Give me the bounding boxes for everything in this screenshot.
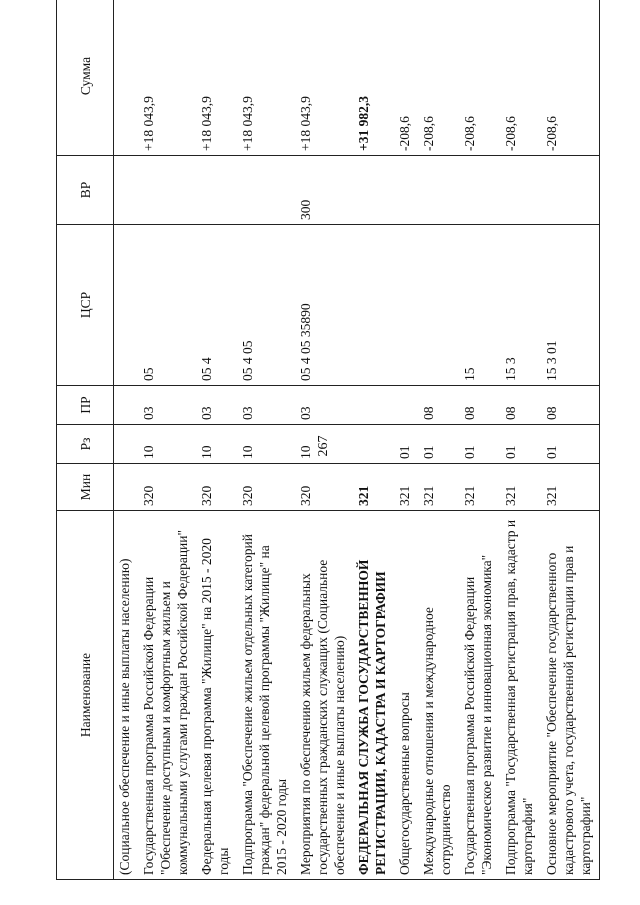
table-cell-pr — [114, 386, 139, 425]
table-cell-vr — [138, 156, 196, 225]
table-row — [418, 0, 459, 880]
header-min: Мин — [57, 464, 114, 511]
table-cell-vr — [500, 156, 541, 225]
table-cell-vr — [394, 156, 418, 225]
table-cell-csr: 15 3 — [500, 225, 541, 386]
table-cell-name: Международные отношения и международное сотрудничество — [418, 511, 459, 880]
table-cell-pr: 03 — [138, 386, 196, 425]
table-cell-pr: 03 — [196, 386, 237, 425]
header-csr: ЦСР — [57, 225, 114, 386]
table-cell-pr — [394, 386, 418, 425]
table-cell-name: Государственная программа Российской Федерации "Экономическое развитие и инновационная экономика" — [459, 511, 500, 880]
table-row — [353, 0, 394, 880]
table-cell-min: 321 — [541, 464, 600, 511]
table-cell-rz — [114, 425, 139, 464]
table-cell-vr — [114, 156, 139, 225]
table-cell-min: 320 — [138, 464, 196, 511]
table-cell-pr: 08 — [500, 386, 541, 425]
table-row — [394, 0, 418, 880]
page-number: 267 — [316, 435, 331, 457]
table-cell-min — [114, 464, 139, 511]
header-rz: Рз — [57, 425, 114, 464]
table-cell-min: 321 — [353, 464, 394, 511]
table-row — [295, 0, 353, 880]
table-cell-rz — [353, 425, 394, 464]
header-name: Наименование — [57, 511, 114, 880]
table-cell-sum: +18 043,9 — [295, 0, 353, 156]
table-cell-sum: +18 043,9 — [196, 0, 237, 156]
header-sum: Сумма — [57, 0, 114, 156]
table-cell-sum: -208,6 — [500, 0, 541, 156]
table-cell-name: Общегосударственные вопросы — [394, 511, 418, 880]
table-cell-pr: 08 — [459, 386, 500, 425]
table-cell-csr — [353, 225, 394, 386]
table-row — [196, 0, 237, 880]
table-header-row — [57, 0, 114, 880]
table-row — [138, 0, 196, 880]
table-cell-csr: 15 3 01 — [541, 225, 600, 386]
table-cell-pr: 08 — [418, 386, 459, 425]
table-cell-name: Мероприятия по обеспечению жильем федеральных государственных гражданских служащих (Социальное обеспечение и иные выплаты населению) — [295, 511, 353, 880]
table-cell-vr — [237, 156, 295, 225]
table-cell-csr — [114, 225, 139, 386]
table-row — [500, 0, 541, 880]
table-cell-vr — [541, 156, 600, 225]
landscape-table-sheet — [56, 56, 616, 880]
table-cell-name: Подпрограмма "Государственная регистрация прав, кадастр и картография" — [500, 511, 541, 880]
table-cell-sum: +18 043,9 — [138, 0, 196, 156]
table-cell-sum: -208,6 — [541, 0, 600, 156]
table-cell-sum: +31 982,3 — [353, 0, 394, 156]
table-cell-rz: 01 — [500, 425, 541, 464]
table-row — [114, 0, 139, 880]
table-cell-csr: 05 4 05 — [237, 225, 295, 386]
table-cell-min: 321 — [459, 464, 500, 511]
table-cell-min: 321 — [418, 464, 459, 511]
table-cell-min: 320 — [237, 464, 295, 511]
table-cell-pr: 08 — [541, 386, 600, 425]
table-cell-min: 321 — [394, 464, 418, 511]
table-cell-min: 320 — [196, 464, 237, 511]
table-cell-vr — [196, 156, 237, 225]
table-row — [237, 0, 295, 880]
table-row — [459, 0, 500, 880]
table-cell-rz: 01 — [459, 425, 500, 464]
table-cell-vr — [459, 156, 500, 225]
table-cell-csr: 05 4 05 35890 — [295, 225, 353, 386]
table-cell-name: ФЕДЕРАЛЬНАЯ СЛУЖБА ГОСУДАРСТВЕННОЙ РЕГИСТРАЦИИ, КАДАСТРА И КАРТОГРАФИИ — [353, 511, 394, 880]
table-cell-rz: 10 — [237, 425, 295, 464]
table-cell-sum: -208,6 — [418, 0, 459, 156]
table-cell-sum — [114, 0, 139, 156]
table-cell-vr — [418, 156, 459, 225]
table-cell-name: (Социальное обеспечение и иные выплаты населению) — [114, 511, 139, 880]
table-cell-rz: 01 — [541, 425, 600, 464]
table-cell-pr: 03 — [237, 386, 295, 425]
table-cell-rz: 10 — [196, 425, 237, 464]
budget-table — [56, 0, 600, 880]
table-cell-rz: 10 — [138, 425, 196, 464]
table-cell-rz: 01 — [394, 425, 418, 464]
table-cell-rz: 10 — [295, 425, 353, 464]
table-cell-sum: -208,6 — [459, 0, 500, 156]
table-cell-csr — [418, 225, 459, 386]
table-cell-sum: -208,6 — [394, 0, 418, 156]
table-cell-name: Подпрограмма "Обеспечение жильем отдельных категорий граждан" федеральной целевой программы "Жилище" на 2015 - 2020 годы — [237, 511, 295, 880]
table-row — [541, 0, 600, 880]
header-vr: ВР — [57, 156, 114, 225]
table-cell-rz: 01 — [418, 425, 459, 464]
table-cell-name: Федеральная целевая программа "Жилище" на 2015 - 2020 годы — [196, 511, 237, 880]
table-cell-vr: 300 — [295, 156, 353, 225]
table-cell-csr: 05 — [138, 225, 196, 386]
table-cell-csr — [394, 225, 418, 386]
table-cell-min: 320 — [295, 464, 353, 511]
table-cell-pr: 03 — [295, 386, 353, 425]
table-cell-name: Основное мероприятие "Обеспечение государственного кадастрового учета, государственной регистрации прав и картографии" — [541, 511, 600, 880]
table-cell-csr: 15 — [459, 225, 500, 386]
table-cell-csr: 05 4 — [196, 225, 237, 386]
header-pr: ПР — [57, 386, 114, 425]
table-cell-name: Государственная программа Российской Федерации "Обеспечение доступным и комфортным жильем и коммунальными услугами граждан Российской Федерации" — [138, 511, 196, 880]
table-cell-vr — [353, 156, 394, 225]
table-cell-sum: +18 043,9 — [237, 0, 295, 156]
table-cell-pr — [353, 386, 394, 425]
table-cell-min: 321 — [500, 464, 541, 511]
